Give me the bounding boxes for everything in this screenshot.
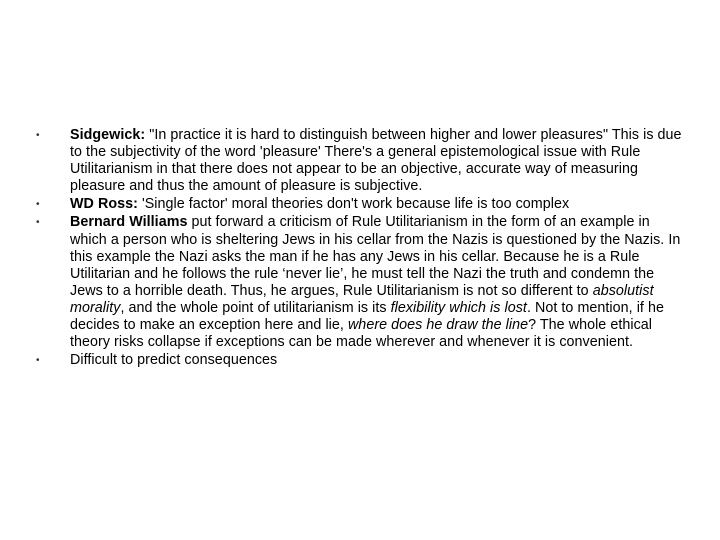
bullet-text-williams-2: , and the whole point of utilitarianism is its bbox=[120, 299, 391, 316]
bullet-text-ross: 'Single factor' moral theories don't work because life is too complex bbox=[141, 196, 570, 213]
bullet-lead-sidgewick: Sidgewick: bbox=[70, 127, 150, 143]
bullet-text-williams-3: . Not to mention, if he decides to make an exception here and lie, bbox=[70, 299, 664, 334]
bullet-lead-williams: Bernard Williams bbox=[70, 214, 188, 231]
bullet-lead-ross: WD Ross: bbox=[70, 196, 142, 213]
bullet-text-sidgewick: "In practice it is hard to distinguish between higher and lower pleasures" This is due to the subjectivity of the word 'pleasure' There's a general epistemological issue with Rule Utilitarianism in that there does not appear to be an objective, accurate way of measuring pleasure and thus the amount of pleasure is subjective. bbox=[70, 127, 682, 195]
bullet-italic-draw-line: where does he draw the line bbox=[347, 317, 529, 334]
bullet-marker: • bbox=[36, 199, 40, 211]
bullet-item-ross bbox=[36, 196, 686, 213]
bullet-item-sidgewick bbox=[36, 127, 686, 195]
bullet-text-williams-1: put forward a criticism of Rule Utilitarianism in the form of an example in which a person who is sheltering Jews in his cellar from the Nazis is questioned by the Nazis. In this example the Nazi asks the man if he has any Jews in his cellar. Because he is a Rule Utilitarian and he follows the rule ‘never lie’, he must tell the Nazi the truth and condemn the Jews to a horrible death. Thus, he argues, Rule Utilitarianism is not so different to bbox=[70, 214, 681, 299]
bullet-text-williams-4: ? The whole ethical theory risks collapse if exceptions can be made wherever and whenever it is convenient. bbox=[70, 317, 653, 351]
bullet-marker: • bbox=[36, 130, 40, 141]
bullet-marker: • bbox=[36, 217, 40, 229]
bullet-text-consequences: Difficult to predict consequences bbox=[70, 352, 278, 369]
bullet-marker: • bbox=[36, 355, 40, 367]
bullet-item-williams bbox=[36, 214, 686, 351]
bullet-italic-flexibility: flexibility which is lost bbox=[390, 299, 527, 316]
bullet-item-consequences bbox=[36, 352, 686, 369]
bullet-italic-absolutist: absolutist morality bbox=[70, 282, 654, 316]
bullet-list bbox=[36, 127, 686, 370]
